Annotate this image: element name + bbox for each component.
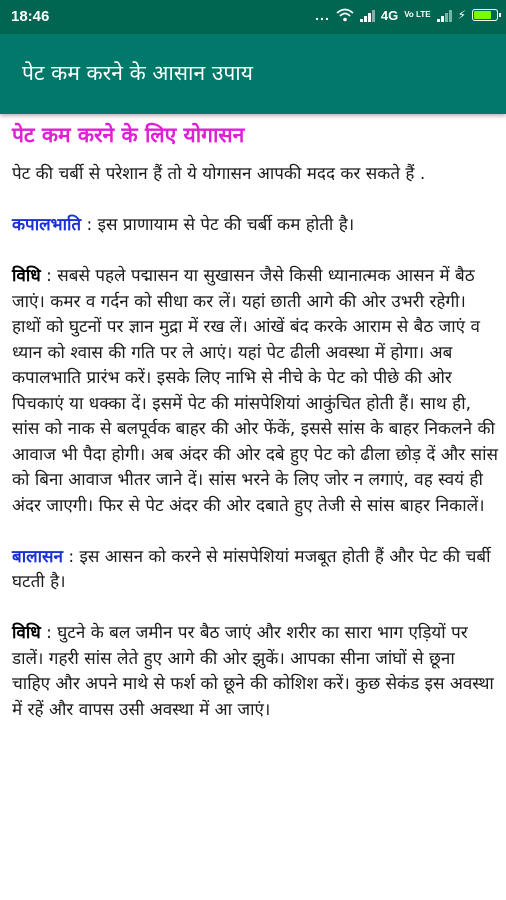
- intro-paragraph: पेट की चर्बी से परेशान हैं तो ये योगासन आपकी मदद कर सकते हैं .: [12, 164, 426, 184]
- vidhi1-paragraph: [12, 264, 498, 519]
- vidhi1-text: : सबसे पहले पद्मासन या सुखासन जैसे किसी ध्यानात्मक आसन में बैठ जाएं। कमर व गर्दन को सीधा कर लें। यहां छाती आगे की ओर उभरी रहेगी। हाथों को घुटनों पर ज्ञान मुद्रा में रख लें। आंखें बंद करके आराम से बैठ जाएं व ध्यान को श्वास की गति पर ले आएं। यहां पेट ढीली अवस्था में होगा। अब कपालभाति प्रारंभ करें। इसके लिए नाभि से नीचे के पेट को पीछे की ओर पिचकाएं या धक्का दें। इसमें पेट की मांसपेशियां आकुंचित होती हैं। साथ ही, सांस को नाक से बलपूर्वक बाहर की ओर फेंकें, इससे सांस के बाहर निकलने की आवाज भी पैदा होगी। अब अंदर की ओर दबे हुए पेट को ढीला छोड़ दें और सांस को बिना आवाज भीतर जाने दें। सांस भरने के लिए जोर न लगाएं, वह स्वयं ही अंदर जाएगी। फिर से पेट अंदर की ओर दबाते हुए तेजी से सांस बाहर निकालें।: [12, 266, 498, 516]
- app-bar: [0, 34, 506, 114]
- kapalbhati-text: : इस प्राणायाम से पेट की चर्बी कम होती है।: [81, 215, 355, 235]
- status-bar: [0, 0, 506, 34]
- signal-icon-1: [360, 8, 375, 22]
- vidhi2-text: : घुटने के बल जमीन पर बैठ जाएं और शरीर का सारा भाग एड़ियों पर डालें। गहरी सांस लेते हुए आगे की ओर झुकें। आपका सीना जांघों से छूना चाहिए और अपने माथे से फर्श को छूने की कोशिश करें। कुछ सेकंड इस अवस्था में रहें और वापस उसी अवस्था में आ जाएं।: [12, 623, 494, 720]
- notification-dots-icon: ...: [315, 7, 330, 23]
- vidhi2-paragraph: [12, 621, 498, 723]
- section-heading: पेट कम करने के लिए योगासन: [12, 123, 245, 147]
- wifi-icon: [336, 8, 354, 22]
- status-icons: [315, 7, 498, 23]
- vidhi1-term: विधि: [12, 266, 41, 286]
- status-time: 18:46: [11, 8, 50, 25]
- balasan-text: : इस आसन को करने से मांसपेशियां मजबूत होती हैं और पेट की चर्बी घटती है।: [12, 546, 491, 592]
- vidhi2-term: विधि: [12, 623, 41, 643]
- page-title: पेट कम करने के आसान उपाय: [22, 61, 253, 85]
- battery-icon: [472, 9, 498, 21]
- balasan-term: बालासन: [12, 546, 63, 567]
- balasan-paragraph: [12, 545, 498, 596]
- article-content: [12, 120, 498, 749]
- volte-icon: Vo LTE: [404, 10, 431, 19]
- signal-icon-2: [437, 8, 452, 22]
- kapalbhati-term: कपालभाति: [12, 215, 82, 235]
- kapalbhati-paragraph: [12, 213, 498, 239]
- network-type: 4G: [380, 7, 399, 23]
- charging-icon: ⚡: [457, 8, 466, 22]
